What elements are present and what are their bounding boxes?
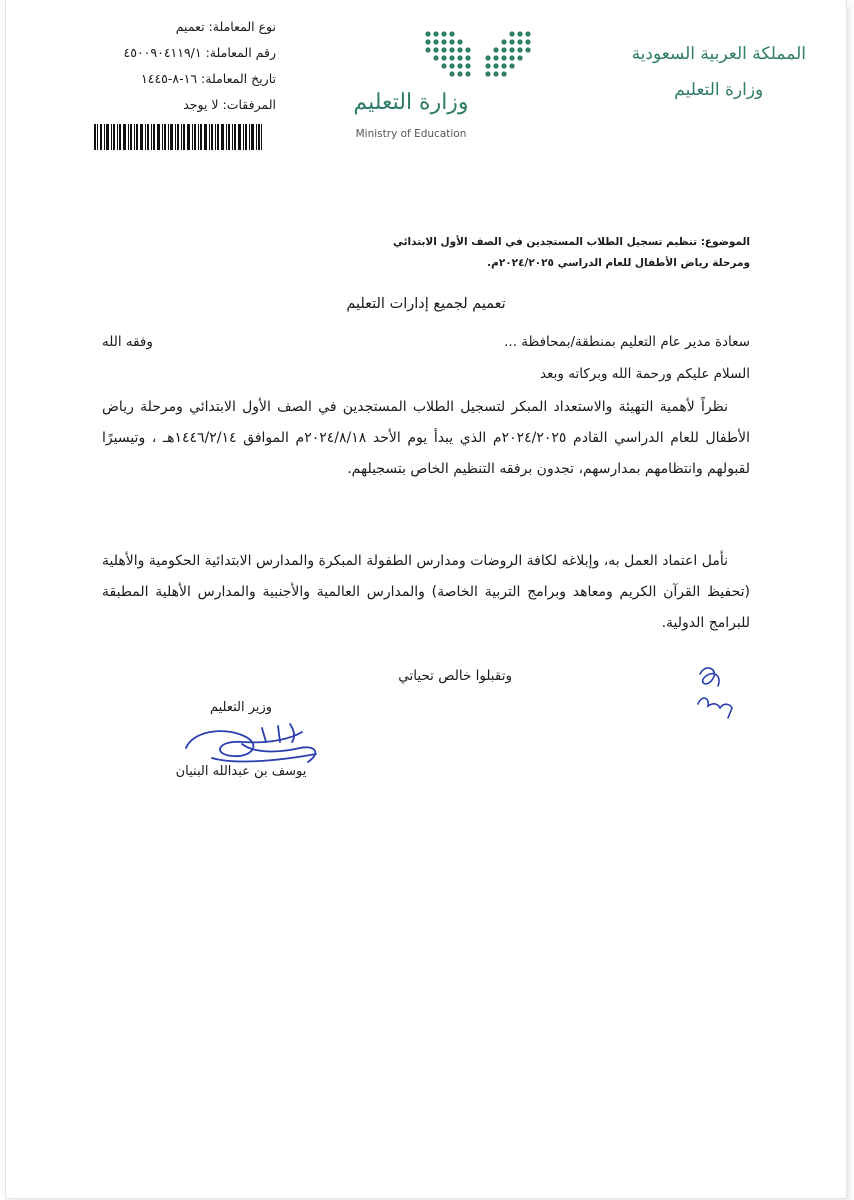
closing: وتقبلوا خالص تحياتي	[398, 668, 512, 684]
transaction-number: رقم المعاملة: ٤٥٠٠٩٠٤١١٩/١	[123, 45, 276, 60]
logo-arabic-text: وزارة التعليم	[353, 90, 469, 115]
greeting: السلام عليكم ورحمة الله وبركاته وبعد	[540, 366, 750, 382]
barcode	[94, 124, 262, 150]
addressee-row	[102, 334, 750, 350]
kingdom-name: المملكة العربية السعودية	[631, 44, 806, 64]
signature-block	[156, 700, 326, 779]
subject-line-1: الموضوع: تنظيم تسجيل الطلاب المستجدين في الصف الأول الابتدائي	[392, 236, 750, 248]
issuer-header	[632, 36, 806, 108]
initials-icon	[692, 660, 742, 720]
transaction-attachments: المرفقات: لا يوجد	[183, 97, 276, 112]
ministry-name: وزارة التعليم	[674, 80, 764, 100]
subject-line-2: ومرحلة رياض الأطفال للعام الدراسي ٢٠٢٤/٢٠٢٥م.	[487, 257, 750, 269]
signatory-name: يوسف بن عبدالله البنيان	[175, 764, 307, 779]
letter-page	[6, 0, 846, 1198]
transaction-type: نوع المعاملة: تعميم	[175, 19, 276, 34]
initials	[692, 660, 742, 720]
blessing: وفقه الله	[102, 334, 153, 350]
ministry-logo-icon	[346, 28, 546, 88]
ministry-logo	[346, 28, 546, 148]
body-paragraph-2	[102, 546, 750, 639]
addressee: سعادة مدير عام التعليم بمنطقة/بمحافظة ...	[504, 334, 750, 350]
signatory-title: وزير التعليم	[209, 700, 273, 715]
signature-icon	[182, 718, 332, 778]
transaction-info	[86, 14, 276, 118]
barcode-icon	[94, 124, 262, 150]
paragraph-2-text: نأمل اعتماد العمل به، وإبلاغه لكافة الروضات ومدارس الطفولة المبكرة والمدارس الابتدائية الحكومية والأهلية (تحفيظ القرآن الكريم ومعاهد وبرامج التربية الخاصة) والمدارس العالمية والأجنبية والمدارس الأهلية المطبقة للبرامج الدولية.	[102, 553, 750, 631]
transaction-date: تاريخ المعاملة: ١٦-٨-١٤٤٥	[141, 71, 276, 86]
paragraph-1-text: نظراً لأهمية التهيئة والاستعداد المبكر لتسجيل الطلاب المستجدين في الصف الأول الابتدائي ومرحلة رياض الأطفال للعام الدراسي القادم ٢٠٢٤/٢٠٢٥م الذي يبدأ يوم الأحد ٢٠٢٤/٨/١٨م الموافق ١٤٤٦/٢/١٤هـ ، وتيسيرًا لقبولهم وانتظامهم بمدارسهم، تجدون برفقه التنظيم الخاص بتسجيلهم.	[102, 399, 751, 477]
body-paragraph-1	[102, 392, 750, 485]
signature	[182, 718, 332, 778]
subject	[230, 232, 750, 274]
circular-title: تعميم لجميع إدارات التعليم	[346, 296, 506, 312]
logo-english-text: Ministry of Education	[355, 128, 467, 140]
